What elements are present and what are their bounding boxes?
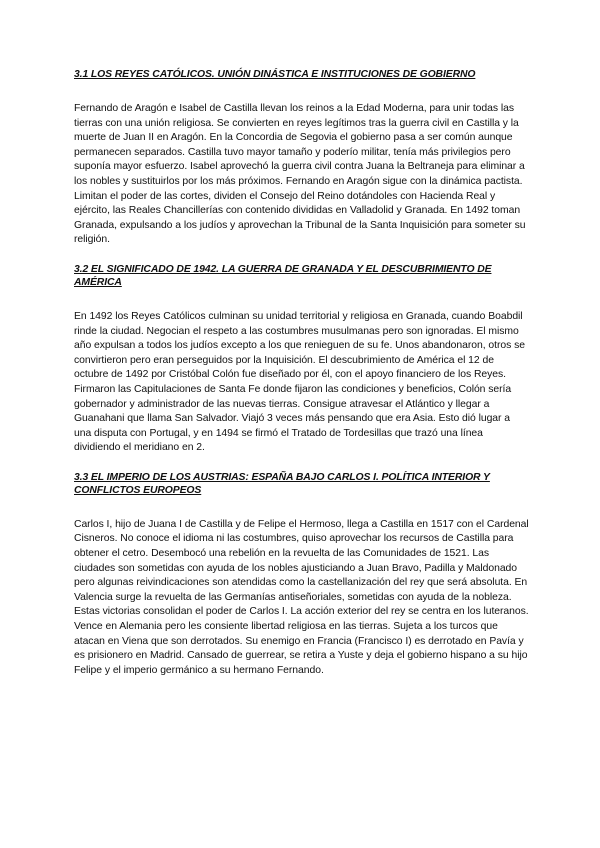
section-heading: 3.2 EL SIGNIFICADO DE 1942. LA GUERRA DE GRANADA Y EL DESCUBRIMIENTO DE AMÉRICA [74,263,492,288]
section-paragraph: En 1492 los Reyes Católicos culminan su unidad territorial y religiosa en Granada, cuando Boabdil rinde la ciudad. Negocian el respeto a las costumbres musulmanas pero son ignoradas. El mismo año expulsan a todos los judíos excepto a los que renieguen de su fe. Unos abandonaron, otros se convirtieron pero eran perseguidos por la Inquisición. El descubrimiento de América el 12 de octubre de 1492 por Cristóbal Colón fue diseñado por él, con el apoyo financiero de los Reyes. Firmaron las Capitulaciones de Santa Fe donde fijaron las condiciones y beneficios, Colón sería gobernador y administrador de las nuevas tierras. Consigue atravesar el Atlántico y llegar a Guanahani que llama San Salvador. Viajó 3 veces más pensando que era Asia. Esto dió lugar a una disputa con Portugal, y en 1494 se firmó el Tratado de Tordesillas que trazó una línea dividiendo el meridiano en 2. [74,310,525,454]
section-heading: 3.3 EL IMPERIO DE LOS AUSTRIAS: ESPAÑA BAJO CARLOS I. POLÍTICA INTERIOR Y CONFLICTOS EUROPEOS [74,471,490,496]
section-paragraph: Fernando de Aragón e Isabel de Castilla llevan los reinos a la Edad Moderna, para unir todas las tierras con una unión religiosa. Se convierten en reyes legítimos tras la guerra civil en Castilla y la muerte de Juan II en Aragón. En la Concordia de Segovia el gobierno pasa a ser común aunque permanecen separados. Castilla tuvo mayor tamaño y poderío militar, tenía más privilegios pero suponía mayor esfuerzo. Isabel aprovechó la guerra civil contra Juana la Beltraneja para eliminar a los nobles y sustituirlos por los más próximos. Fernando en Aragón sigue con la dinámica pactista. Limitan el poder de las cortes, dividen el Consejo del Reino dotándoles con Hacienda Real y ejército, las Reales Chancillerías con contenido divididas en Valladolid y Granada. En 1492 toman Granada, expulsando a los judíos y aprovechan la Tribunal de la Santa Inquisición para someter su religión. [74,103,526,246]
document-page [74,68,530,678]
section-paragraph: Carlos I, hijo de Juana I de Castilla y de Felipe el Hermoso, llega a Castilla en 1517 con el Cardenal Cisneros. No conoce el idioma ni las costumbres, quiso aprovechar los recursos de Castilla para obtener el cetro. Desembocó una rebelión en la revuelta de las Comunidades de 1521. Las ciudades son sometidas con ayuda de los nobles ajusticiando a Juan Bravo, Padilla y Maldonado pero algunas reivindicaciones son atendidas como la castellanización del rey que será absoluta. En Valencia surge la revuelta de las Germanías antiseñoriales, sometidas con ayuda de la nobleza. Estas victorias consolidan el poder de Carlos I. La acción exterior del rey se centra en los luteranos. Vence en Alemania pero les consiente libertad religiosa en las tierras. Sujeta a los turcos que atacan en Viena que son derrotados. Su enemigo en Francia (Francisco I) es derrotado en Pavía y es prisionero en Madrid. Cansado de guerrear, se retira a Yuste y deja el gobierno hispano a su hijo Felipe y el imperio germánico a su hermano Fernando. [74,518,529,676]
section-heading: 3.1 LOS REYES CATÓLICOS. UNIÓN DINÁSTICA E INSTITUCIONES DE GOBIERNO [74,69,476,80]
